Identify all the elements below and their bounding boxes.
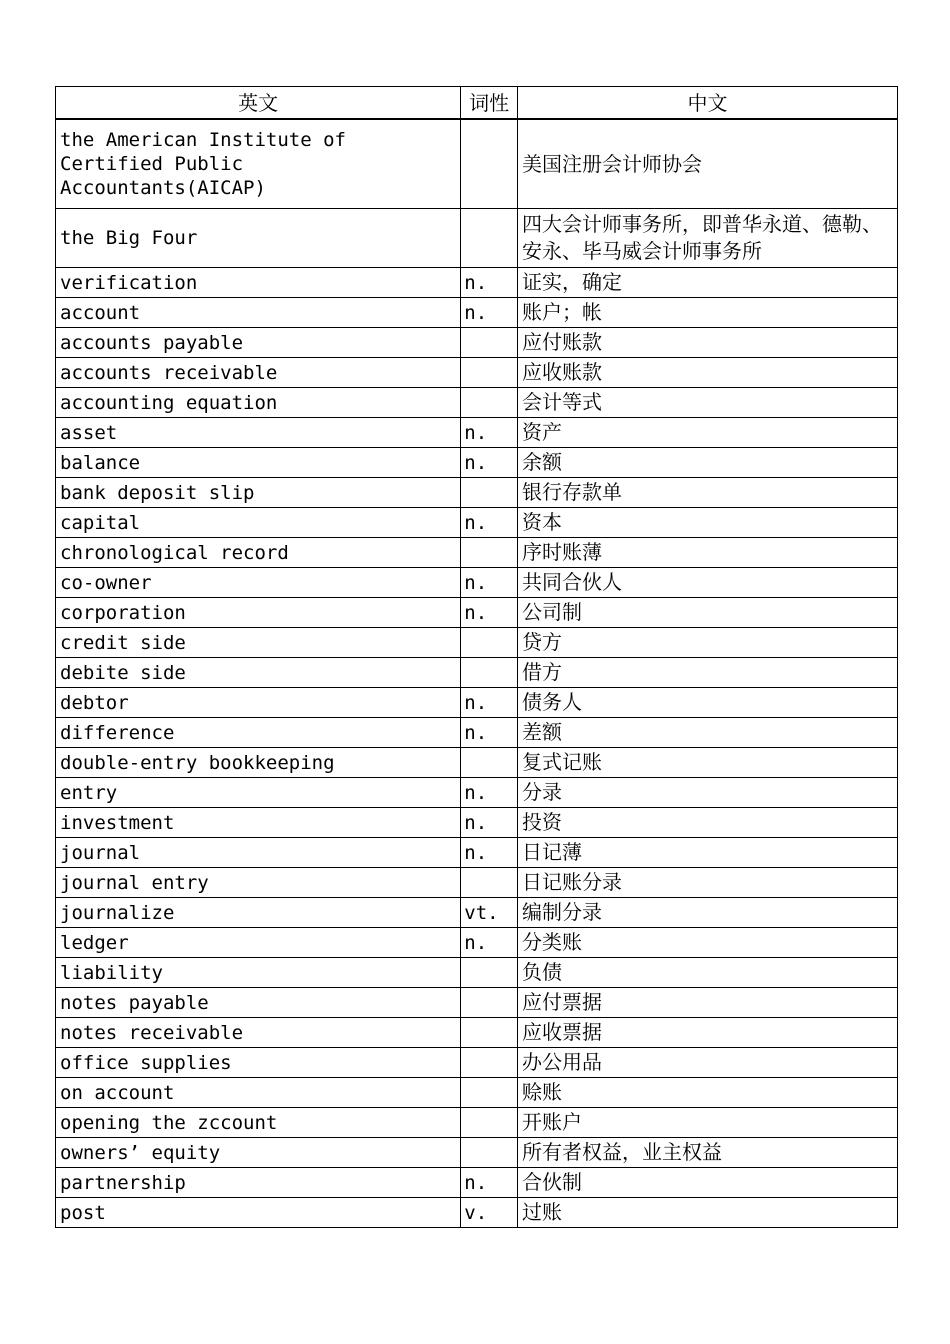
- chinese-term-cell: 银行存款单: [518, 478, 898, 508]
- english-term-cell: chronological record: [56, 538, 461, 568]
- part-of-speech-cell: n.: [461, 298, 518, 328]
- chinese-term-cell: 负债: [518, 958, 898, 988]
- part-of-speech-cell: [461, 1108, 518, 1138]
- table-row: [56, 478, 898, 508]
- english-term-cell: capital: [56, 508, 461, 538]
- chinese-term-cell: 编制分录: [518, 898, 898, 928]
- vocabulary-body: [56, 119, 898, 1228]
- vocabulary-table: [55, 86, 898, 1228]
- english-term-cell: accounts receivable: [56, 358, 461, 388]
- table-row: [56, 808, 898, 838]
- part-of-speech-cell: n.: [461, 838, 518, 868]
- english-term-cell: notes receivable: [56, 1018, 461, 1048]
- english-term-cell: asset: [56, 418, 461, 448]
- table-row: [56, 298, 898, 328]
- english-term-cell: ledger: [56, 928, 461, 958]
- english-term-cell: opening the zccount: [56, 1108, 461, 1138]
- part-of-speech-cell: n.: [461, 1168, 518, 1198]
- chinese-term-cell: 开账户: [518, 1108, 898, 1138]
- table-row: [56, 598, 898, 628]
- part-of-speech-cell: [461, 1078, 518, 1108]
- chinese-term-cell: 办公用品: [518, 1048, 898, 1078]
- english-term-cell: journalize: [56, 898, 461, 928]
- table-row: [56, 688, 898, 718]
- chinese-term-cell: 四大会计师事务所，即普华永道、德勒、安永、毕马威会计师事务所: [518, 209, 898, 268]
- english-term-cell: verification: [56, 268, 461, 298]
- english-term-cell: accounts payable: [56, 328, 461, 358]
- table-row: [56, 718, 898, 748]
- chinese-term-cell: 所有者权益，业主权益: [518, 1138, 898, 1168]
- part-of-speech-cell: [461, 628, 518, 658]
- table-row: [56, 119, 898, 209]
- chinese-term-cell: 日记薄: [518, 838, 898, 868]
- table-row: [56, 388, 898, 418]
- part-of-speech-cell: [461, 658, 518, 688]
- table-row: [56, 508, 898, 538]
- table-row: [56, 1168, 898, 1198]
- chinese-term-cell: 借方: [518, 658, 898, 688]
- chinese-term-cell: 序时账薄: [518, 538, 898, 568]
- table-row: [56, 838, 898, 868]
- table-row: [56, 568, 898, 598]
- part-of-speech-cell: n.: [461, 928, 518, 958]
- chinese-term-cell: 资产: [518, 418, 898, 448]
- part-of-speech-cell: [461, 358, 518, 388]
- english-term-cell: difference: [56, 718, 461, 748]
- english-term-cell: accounting equation: [56, 388, 461, 418]
- chinese-term-cell: 应收账款: [518, 358, 898, 388]
- table-row: [56, 538, 898, 568]
- part-of-speech-cell: n.: [461, 268, 518, 298]
- english-term-cell: account: [56, 298, 461, 328]
- table-row: [56, 778, 898, 808]
- part-of-speech-cell: [461, 1138, 518, 1168]
- table-row: [56, 209, 898, 268]
- english-term-cell: double-entry bookkeeping: [56, 748, 461, 778]
- part-of-speech-cell: [461, 209, 518, 268]
- part-of-speech-cell: n.: [461, 418, 518, 448]
- english-term-cell: office supplies: [56, 1048, 461, 1078]
- part-of-speech-cell: [461, 958, 518, 988]
- chinese-term-cell: 公司制: [518, 598, 898, 628]
- table-row: [56, 448, 898, 478]
- table-row: [56, 1048, 898, 1078]
- english-term-cell: journal entry: [56, 868, 461, 898]
- table-row: [56, 1198, 898, 1228]
- part-of-speech-cell: [461, 328, 518, 358]
- part-of-speech-cell: n.: [461, 448, 518, 478]
- table-row: [56, 658, 898, 688]
- table-row: [56, 928, 898, 958]
- chinese-term-cell: 账户；帐: [518, 298, 898, 328]
- english-term-cell: notes payable: [56, 988, 461, 1018]
- english-term-cell: post: [56, 1198, 461, 1228]
- english-term-cell: partnership: [56, 1168, 461, 1198]
- chinese-term-cell: 债务人: [518, 688, 898, 718]
- table-row: [56, 748, 898, 778]
- english-term-cell: the Big Four: [56, 209, 461, 268]
- chinese-term-cell: 贷方: [518, 628, 898, 658]
- english-term-cell: balance: [56, 448, 461, 478]
- table-row: [56, 868, 898, 898]
- table-row: [56, 418, 898, 448]
- english-term-cell: corporation: [56, 598, 461, 628]
- header-row: [56, 87, 898, 120]
- chinese-term-cell: 应付票据: [518, 988, 898, 1018]
- header-english: 英文: [56, 87, 461, 120]
- chinese-term-cell: 会计等式: [518, 388, 898, 418]
- part-of-speech-cell: v.: [461, 1198, 518, 1228]
- english-term-cell: entry: [56, 778, 461, 808]
- part-of-speech-cell: n.: [461, 598, 518, 628]
- chinese-term-cell: 资本: [518, 508, 898, 538]
- english-term-cell: journal: [56, 838, 461, 868]
- table-row: [56, 958, 898, 988]
- part-of-speech-cell: n.: [461, 808, 518, 838]
- english-term-cell: the American Institute of Certified Public Accountants(AICAP): [56, 119, 461, 209]
- part-of-speech-cell: [461, 119, 518, 209]
- part-of-speech-cell: n.: [461, 718, 518, 748]
- table-row: [56, 358, 898, 388]
- part-of-speech-cell: vt.: [461, 898, 518, 928]
- header-part-of-speech: 词性: [461, 87, 518, 120]
- part-of-speech-cell: [461, 388, 518, 418]
- table-row: [56, 628, 898, 658]
- chinese-term-cell: 应收票据: [518, 1018, 898, 1048]
- english-term-cell: owners’ equity: [56, 1138, 461, 1168]
- chinese-term-cell: 余额: [518, 448, 898, 478]
- part-of-speech-cell: [461, 988, 518, 1018]
- table-row: [56, 328, 898, 358]
- table-row: [56, 1018, 898, 1048]
- table-row: [56, 898, 898, 928]
- part-of-speech-cell: n.: [461, 778, 518, 808]
- table-row: [56, 1138, 898, 1168]
- chinese-term-cell: 美国注册会计师协会: [518, 119, 898, 209]
- chinese-term-cell: 投资: [518, 808, 898, 838]
- part-of-speech-cell: n.: [461, 688, 518, 718]
- chinese-term-cell: 分录: [518, 778, 898, 808]
- english-term-cell: investment: [56, 808, 461, 838]
- english-term-cell: bank deposit slip: [56, 478, 461, 508]
- chinese-term-cell: 日记账分录: [518, 868, 898, 898]
- chinese-term-cell: 复式记账: [518, 748, 898, 778]
- chinese-term-cell: 应付账款: [518, 328, 898, 358]
- part-of-speech-cell: [461, 1048, 518, 1078]
- table-row: [56, 268, 898, 298]
- part-of-speech-cell: [461, 748, 518, 778]
- part-of-speech-cell: [461, 868, 518, 898]
- english-term-cell: credit side: [56, 628, 461, 658]
- chinese-term-cell: 过账: [518, 1198, 898, 1228]
- table-row: [56, 1108, 898, 1138]
- part-of-speech-cell: [461, 538, 518, 568]
- english-term-cell: co-owner: [56, 568, 461, 598]
- chinese-term-cell: 差额: [518, 718, 898, 748]
- table-row: [56, 1078, 898, 1108]
- english-term-cell: debite side: [56, 658, 461, 688]
- chinese-term-cell: 证实，确定: [518, 268, 898, 298]
- header-chinese: 中文: [518, 87, 898, 120]
- chinese-term-cell: 分类账: [518, 928, 898, 958]
- chinese-term-cell: 合伙制: [518, 1168, 898, 1198]
- english-term-cell: debtor: [56, 688, 461, 718]
- part-of-speech-cell: n.: [461, 568, 518, 598]
- part-of-speech-cell: n.: [461, 508, 518, 538]
- chinese-term-cell: 共同合伙人: [518, 568, 898, 598]
- english-term-cell: liability: [56, 958, 461, 988]
- part-of-speech-cell: [461, 478, 518, 508]
- table-row: [56, 988, 898, 1018]
- english-term-cell: on account: [56, 1078, 461, 1108]
- part-of-speech-cell: [461, 1018, 518, 1048]
- chinese-term-cell: 赊账: [518, 1078, 898, 1108]
